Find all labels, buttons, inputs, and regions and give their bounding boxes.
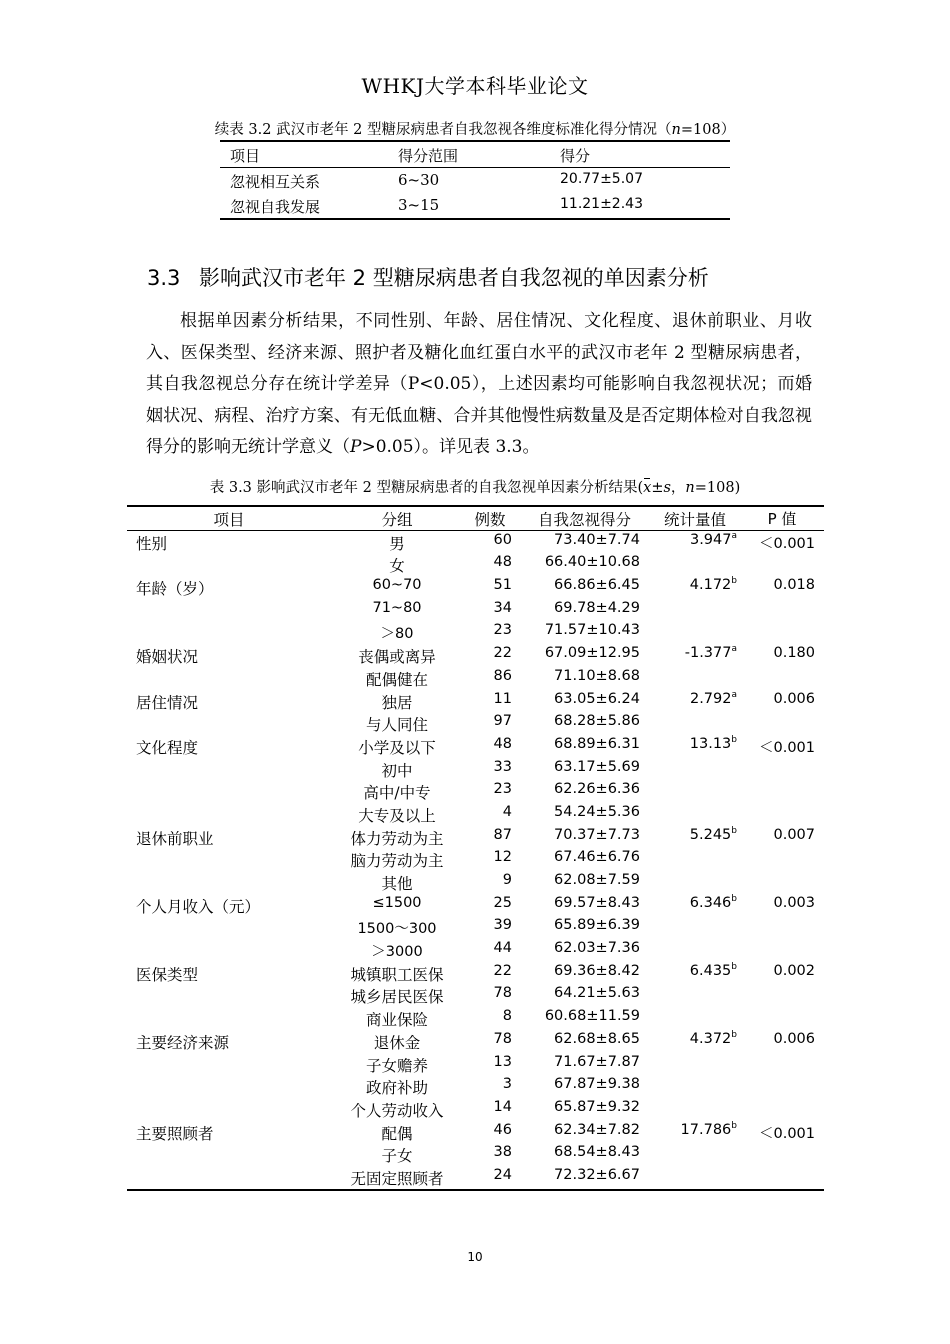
- cell-item: 主要照顾者: [136, 1124, 214, 1143]
- stat-value: 3.947: [689, 531, 732, 548]
- cell-item: 居住情况: [136, 693, 199, 712]
- header-stat: 统计量值: [663, 511, 726, 529]
- cell-score: 65.89±6.39: [554, 917, 640, 934]
- cell-count: 33: [493, 758, 512, 775]
- cell-p-value: 0.003: [773, 894, 815, 911]
- cell-score: 54.24±5.36: [554, 803, 640, 820]
- cell-group: ≤1500: [372, 894, 422, 911]
- cell-score: 72.32±6.67: [554, 1166, 640, 1183]
- cell-score: 71.10±8.68: [554, 667, 640, 684]
- table-row: [127, 780, 824, 803]
- cell-count: 44: [493, 940, 512, 957]
- cell-count: 86: [493, 667, 512, 684]
- stat-superscript: a: [731, 530, 737, 541]
- caption-text: 表 3.3 影响武汉市老年 2 型糖尿病患者的自我忽视单因素分析结果(: [209, 480, 644, 496]
- cell-score: 69.78±4.29: [554, 599, 640, 616]
- table-row: [127, 1143, 824, 1166]
- table-header-row: [127, 507, 824, 530]
- paragraph-text-end: >0.05）。详见表 3.3。: [361, 437, 540, 457]
- section-title: 影响武汉市老年 2 型糖尿病患者自我忽视的单因素分析: [199, 266, 709, 290]
- cell-score: 20.77±5.07: [560, 171, 643, 187]
- cell-group: 配偶: [381, 1124, 413, 1143]
- cell-group: 男: [389, 534, 405, 553]
- cell-score: 62.08±7.59: [554, 872, 640, 888]
- cell-group: 退休金: [373, 1033, 421, 1052]
- caption-mean-symbol: x: [643, 480, 652, 496]
- body-paragraph: [146, 306, 812, 464]
- table-row: [127, 962, 824, 985]
- cell-group: 女: [389, 557, 405, 576]
- cell-count: 51: [493, 577, 512, 594]
- stat-superscript: b: [731, 961, 737, 972]
- header-item: 项目: [230, 147, 261, 165]
- cell-p-value: 0.006: [773, 1030, 815, 1047]
- table-row: [127, 690, 824, 713]
- cell-stat: [647, 1031, 737, 1047]
- table-row: [127, 1098, 824, 1121]
- cell-count: 13: [493, 1053, 512, 1070]
- cell-score: 70.37±7.73: [554, 826, 640, 843]
- table-row: [220, 193, 730, 218]
- cell-score: 69.36±8.42: [554, 962, 640, 979]
- stat-value: 4.172: [689, 577, 732, 594]
- cell-p-value: 0.002: [773, 962, 815, 979]
- table-row: [127, 984, 824, 1007]
- table-row: [127, 621, 824, 644]
- table-row: [127, 1007, 824, 1030]
- table-3-3: [127, 505, 824, 1191]
- cell-count: 78: [493, 985, 512, 1002]
- table-row: [127, 599, 824, 622]
- header-p: P 值: [767, 510, 797, 528]
- header-score: 得分: [560, 147, 591, 165]
- cell-group: 商业保险: [365, 1011, 428, 1030]
- table-row: [127, 848, 824, 871]
- stat-superscript: a: [731, 644, 737, 655]
- cell-count: 3: [502, 1076, 512, 1093]
- cell-score: 62.26±6.36: [554, 781, 640, 798]
- cell-p-value: 0.180: [773, 645, 815, 662]
- cell-group: 体力劳动为主: [350, 829, 444, 848]
- page-header: WHKJ大学本科毕业论文: [361, 74, 589, 98]
- cell-count: 14: [493, 1098, 512, 1115]
- stat-superscript: b: [731, 1120, 737, 1131]
- cell-count: 46: [493, 1121, 512, 1138]
- cell-score: 60.68±11.59: [544, 1008, 640, 1025]
- cell-stat: [647, 963, 737, 979]
- stat-value: 13.13: [689, 735, 732, 752]
- cell-count: 22: [493, 962, 512, 979]
- paragraph-text: 根据单因素分析结果，不同性别、年龄、居住情况、文化程度、退休前职业、月收入、医保类型、经济来源、照护者及糖化血红蛋白水平的武汉市老年 2 型糖尿病患者，其自我忽视总分存在统计学差异（P<0.05），上述因素均可能影响自我忽视状况；而婚姻状况、病程、治疗方案、有无低血糖、合并其他慢性病数量及是否定期体检对自我忽视得分的影响无统计学意义（: [146, 311, 812, 457]
- cell-stat: [647, 736, 737, 752]
- cell-group: 脑力劳动为主: [350, 852, 444, 871]
- cell-count: 9: [502, 872, 512, 888]
- cell-item: 个人月收入（元）: [136, 897, 261, 916]
- caption-text: 续表 3.2 武汉市老年 2 型糖尿病患者自我忽视各维度标准化得分情况（: [214, 122, 672, 138]
- table-row: [127, 1166, 824, 1189]
- stat-value: 17.786: [680, 1121, 732, 1138]
- cell-group: 1500～300: [357, 921, 437, 938]
- table-header-row: [220, 142, 730, 167]
- cell-score: 67.09±12.95: [544, 645, 640, 662]
- table-row: [127, 735, 824, 758]
- cell-group: 独居: [381, 693, 413, 712]
- stat-value: 6.346: [689, 894, 732, 911]
- stat-superscript: a: [731, 689, 737, 700]
- header-item: 项目: [213, 511, 245, 529]
- cell-stat: [647, 691, 737, 707]
- header-score: 自我忽视得分: [537, 511, 631, 529]
- table-3-2-caption: [0, 118, 950, 139]
- cell-stat: [647, 577, 737, 593]
- cell-count: 4: [502, 803, 512, 820]
- cell-group: 60~70: [372, 577, 422, 594]
- cell-item: 退休前职业: [136, 829, 214, 848]
- caption-pm: ±: [651, 480, 664, 496]
- cell-item: 性别: [136, 534, 168, 553]
- cell-stat: [647, 827, 737, 843]
- stat-superscript: b: [731, 825, 737, 836]
- stat-value: 5.245: [689, 826, 732, 843]
- cell-score: 68.89±6.31: [554, 735, 640, 752]
- table-row: [127, 1053, 824, 1076]
- cell-score: 11.21±2.43: [560, 196, 643, 212]
- cell-p-value: ＜0.001: [758, 1125, 815, 1142]
- cell-count: 23: [493, 781, 512, 798]
- cell-count: 24: [493, 1166, 512, 1183]
- cell-group: ＞80: [380, 626, 414, 643]
- cell-group: 高中/中专: [363, 784, 431, 803]
- cell-range: 3~15: [398, 196, 440, 214]
- table-row: [127, 553, 824, 576]
- table-row: [127, 712, 824, 735]
- table-row: [127, 758, 824, 781]
- caption-suffix: =108）: [680, 122, 736, 138]
- cell-score: 64.21±5.63: [554, 985, 640, 1002]
- cell-count: 60: [493, 531, 512, 548]
- cell-stat: [647, 895, 737, 911]
- table-3-2: [220, 140, 730, 220]
- caption-s-symbol: s: [663, 480, 671, 496]
- cell-score: 71.67±7.87: [554, 1053, 640, 1070]
- cell-group: ＞3000: [371, 944, 423, 961]
- table-row: [127, 1121, 824, 1144]
- stat-superscript: b: [731, 734, 737, 745]
- cell-group: 与人同住: [365, 716, 428, 735]
- cell-score: 68.54±8.43: [554, 1144, 640, 1161]
- stat-superscript: b: [731, 576, 737, 587]
- table-row: [127, 1030, 824, 1053]
- cell-stat: [647, 532, 737, 548]
- cell-score: 62.34±7.82: [554, 1121, 640, 1138]
- cell-group: 子女赡养: [365, 1056, 428, 1075]
- cell-count: 39: [493, 917, 512, 934]
- table-body: [127, 531, 824, 1189]
- cell-score: 66.86±6.45: [554, 577, 640, 594]
- cell-group: 城乡居民医保: [350, 988, 444, 1007]
- cell-item: 主要经济来源: [136, 1033, 230, 1052]
- cell-score: 62.68±8.65: [554, 1030, 640, 1047]
- cell-score: 63.17±5.69: [554, 758, 640, 775]
- cell-stat: [647, 1122, 737, 1138]
- stat-superscript: b: [731, 1029, 737, 1040]
- cell-p-value: ＜0.001: [758, 535, 815, 552]
- cell-score: 68.28±5.86: [554, 713, 640, 730]
- cell-p-value: 0.006: [773, 690, 815, 707]
- caption-sep: ，: [670, 480, 686, 496]
- header-n: 例数: [474, 511, 506, 529]
- cell-p-value: 0.018: [773, 577, 815, 594]
- table-row: [127, 894, 824, 917]
- stat-value: -1.377: [684, 645, 732, 662]
- cell-p-value: 0.007: [773, 826, 815, 843]
- section-number: 3.3: [147, 266, 181, 290]
- table-row: [127, 803, 824, 826]
- cell-score: 63.05±6.24: [554, 690, 640, 707]
- cell-score: 67.87±9.38: [554, 1076, 640, 1093]
- section-heading: [147, 262, 709, 292]
- cell-group: 政府补助: [365, 1079, 428, 1098]
- cell-count: 22: [493, 645, 512, 662]
- table-3-3-caption: [0, 476, 950, 497]
- cell-count: 48: [493, 554, 512, 571]
- table-row: [127, 644, 824, 667]
- page-number: 10: [467, 1250, 483, 1264]
- stat-value: 6.435: [689, 962, 732, 979]
- cell-count: 78: [493, 1030, 512, 1047]
- cell-score: 66.40±10.68: [544, 554, 640, 571]
- cell-group: 丧偶或离异: [358, 648, 436, 667]
- cell-count: 48: [493, 735, 512, 752]
- cell-group: 配偶健在: [365, 670, 428, 689]
- cell-score: 62.03±7.36: [554, 940, 640, 957]
- cell-item: 文化程度: [136, 738, 199, 757]
- header-group: 分组: [381, 511, 413, 529]
- cell-count: 25: [493, 894, 512, 911]
- cell-group: 大专及以上: [358, 806, 436, 825]
- stat-superscript: b: [731, 893, 737, 904]
- caption-suffix: =108): [694, 480, 741, 496]
- paragraph-p-symbol: P: [350, 437, 362, 457]
- header-range: 得分范围: [398, 147, 459, 165]
- cell-count: 87: [493, 826, 512, 843]
- table-row: [127, 1075, 824, 1098]
- cell-p-value: ＜0.001: [758, 739, 815, 756]
- cell-item: 忽视自我发展: [230, 198, 321, 216]
- cell-count: 38: [493, 1144, 512, 1161]
- cell-score: 67.46±6.76: [554, 849, 640, 866]
- cell-score: 65.87±9.32: [554, 1098, 640, 1115]
- cell-item: 年龄（岁）: [136, 580, 214, 599]
- cell-count: 23: [493, 622, 512, 639]
- cell-count: 34: [493, 599, 512, 616]
- cell-stat: [647, 645, 737, 661]
- table-row: [127, 939, 824, 962]
- cell-count: 97: [493, 713, 512, 730]
- cell-item: 忽视相互关系: [230, 173, 321, 191]
- cell-group: 初中: [381, 761, 413, 780]
- cell-group: 71~80: [372, 599, 422, 616]
- cell-count: 8: [502, 1008, 512, 1025]
- cell-item: 婚姻状况: [136, 648, 199, 667]
- table-bottom-rule: [220, 218, 730, 220]
- table-row: [127, 871, 824, 894]
- stat-value: 2.792: [689, 690, 732, 707]
- cell-group: 其他: [381, 875, 413, 893]
- cell-range: 6~30: [398, 171, 440, 189]
- table-row: [127, 667, 824, 690]
- cell-score: 73.40±7.74: [554, 531, 640, 548]
- table-row: [127, 531, 824, 554]
- cell-group: 无固定照顾者: [350, 1169, 444, 1188]
- table-row: [127, 916, 824, 939]
- cell-score: 69.57±8.43: [554, 894, 640, 911]
- table-row: [127, 826, 824, 849]
- table-row: [220, 168, 730, 193]
- cell-group: 个人劳动收入: [350, 1101, 444, 1120]
- caption-n: n: [671, 122, 681, 138]
- cell-count: 12: [493, 849, 512, 866]
- stat-value: 4.372: [689, 1030, 732, 1047]
- cell-item: 医保类型: [136, 965, 199, 984]
- table-bottom-rule: [127, 1189, 824, 1191]
- cell-group: 子女: [381, 1147, 413, 1166]
- cell-count: 11: [493, 690, 512, 707]
- table-row: [127, 576, 824, 599]
- caption-n: n: [685, 480, 695, 496]
- cell-group: 城镇职工医保: [350, 965, 444, 984]
- cell-score: 71.57±10.43: [544, 622, 640, 639]
- cell-group: 小学及以下: [358, 738, 436, 757]
